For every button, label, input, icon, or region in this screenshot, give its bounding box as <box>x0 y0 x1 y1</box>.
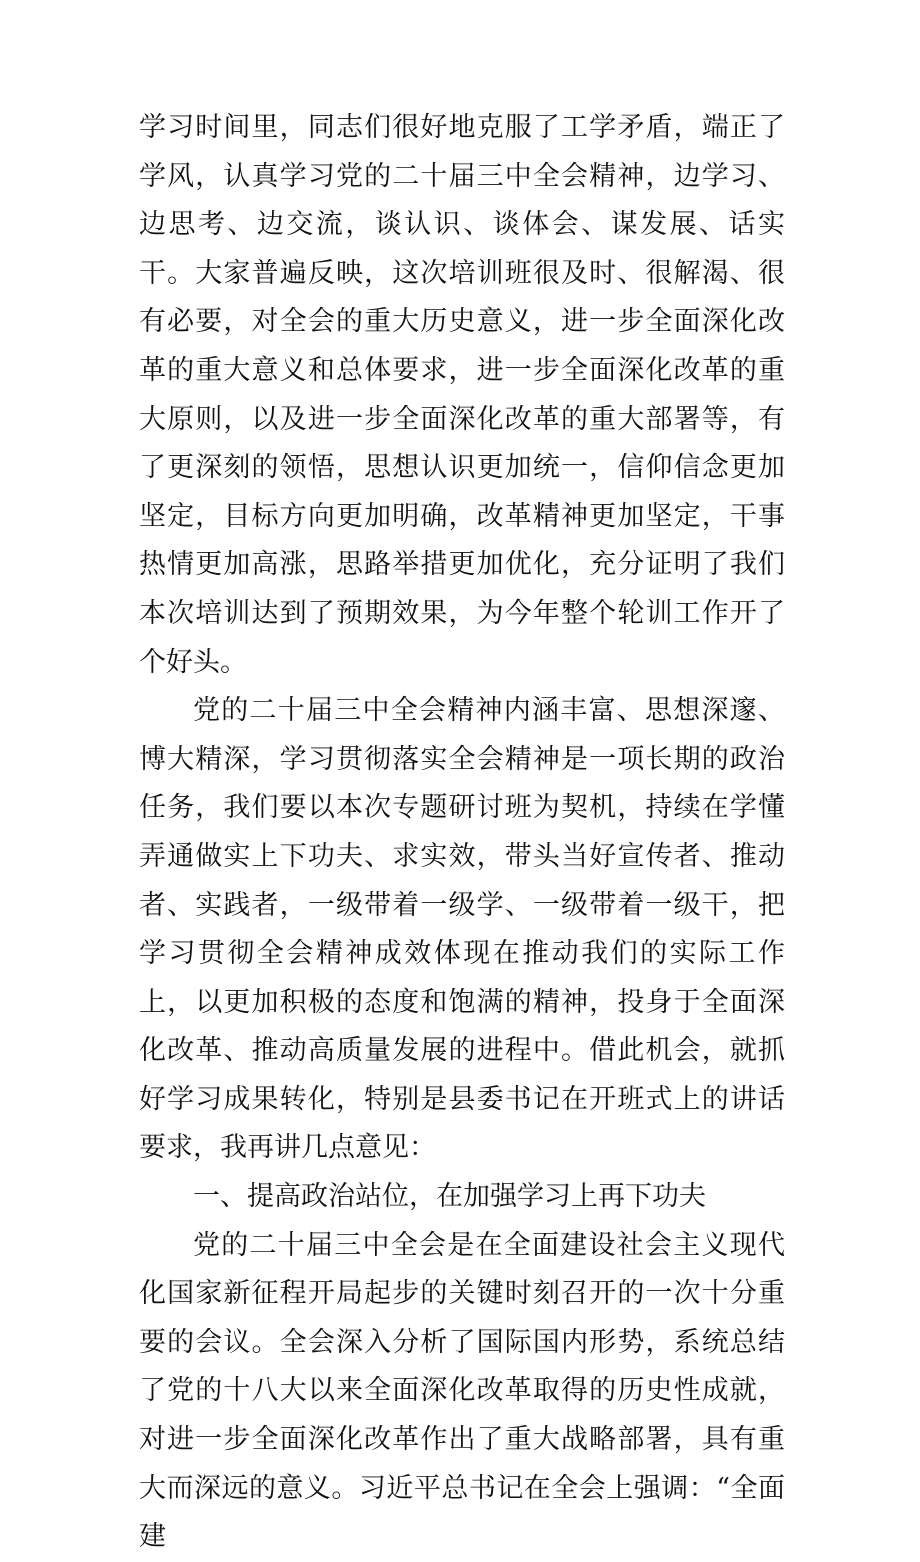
document-body <box>139 104 785 1562</box>
paragraph-plenary-session: 党的二十届三中全会是在全面建设社会主义现代化国家新征程开局起步的关键时刻召开的一次十分重要的会议。全会深入分析了国际国内形势，系统总结了党的十八大以来全面深化改革取得的历史性成就，对进一步全面深化改革作出了重大战略部署，具有重大而深远的意义。习近平总书记在全会上强调：“全面建 <box>139 1229 785 1553</box>
paragraph-continuation: 学习时间里，同志们很好地克服了工学矛盾，端正了学风，认真学习党的二十届三中全会精神，边学习、边思考、边交流，谈认识、谈体会、谋发展、话实干。大家普遍反映，这次培训班很及时、很解渴、很有必要，对全会的重大历史意义，进一步全面深化改革的重大意义和总体要求，进一步全面深化改革的重大原则，以及进一步全面深化改革的重大部署等，有了更深刻的领悟，思想认识更加统一，信仰信念更加坚定，目标方向更加明确，改革精神更加坚定，干事热情更加高涨，思路举措更加优化，充分证明了我们本次培训达到了预期效果，为今年整个轮训工作开了个好头。 <box>139 112 785 678</box>
paragraph-study-implementation: 党的二十届三中全会精神内涵丰富、思想深邃、博大精深，学习贯彻落实全会精神是一项长期的政治任务，我们要以本次专题研讨班为契机，持续在学懂弄通做实上下功夫、求实效，带头当好宣传者、推动者、实践者，一级带着一级学、一级带着一级干，把学习贯彻全会精神成效体现在推动我们的实际工作上，以更加积极的态度和饱满的精神，投身于全面深化改革、推动高质量发展的进程中。借此机会，就抓好学习成果转化，特别是县委书记在开班式上的讲话要求，我再讲几点意见： <box>139 695 785 1164</box>
section-heading-1: 一、提高政治站位，在加强学习上再下功夫 <box>193 1181 706 1213</box>
